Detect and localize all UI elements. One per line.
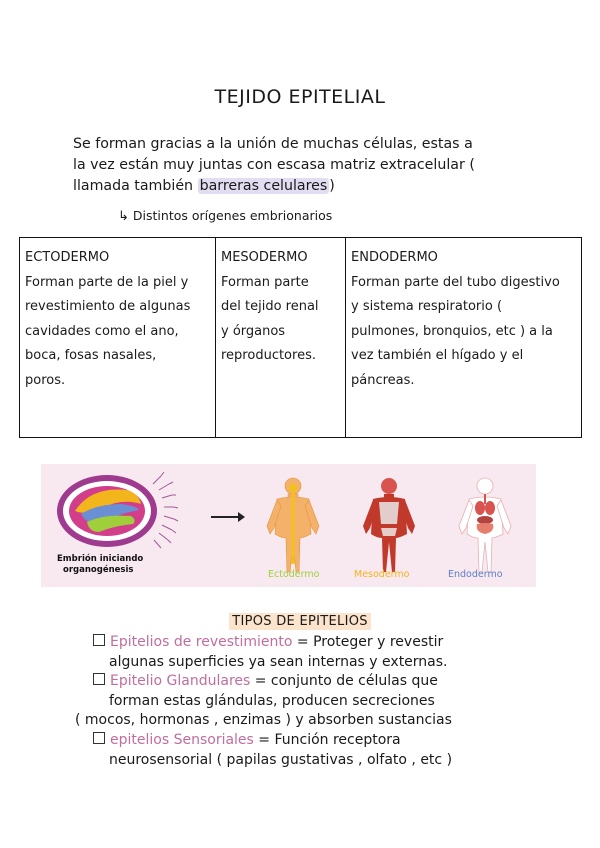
- mesoderm-body-figure: [363, 478, 415, 572]
- table-row: [20, 238, 582, 438]
- embryo-caption: Embrión iniciando: [57, 554, 144, 564]
- endoderm-body-figure: [459, 478, 511, 572]
- intro-text: llamada también: [73, 178, 198, 194]
- type-desc: = Proteger y revestir: [292, 634, 444, 650]
- embryo-caption: organogénesis: [63, 565, 134, 575]
- mesoderm-cell: [216, 238, 346, 438]
- list-item: [75, 672, 545, 731]
- mesoderm-title: MESODERMO: [221, 250, 308, 265]
- endoderm-title: ENDODERMO: [351, 250, 438, 265]
- list-line: ( mocos, hormonas , enzimas ) y absorben sustancias: [75, 712, 452, 729]
- origins-text: Distintos orígenes embrionarios: [132, 208, 333, 223]
- type-desc: = Función receptora: [253, 731, 401, 748]
- ectoderm-body-figure: [267, 478, 319, 572]
- list-item: [75, 731, 545, 770]
- down-right-arrow-icon: ↳: [118, 209, 129, 224]
- mesoderm-label: Mesodermo: [354, 569, 410, 580]
- germ-layers-table: [19, 237, 582, 438]
- table-text: vez también el hígado y el: [351, 348, 524, 363]
- intro-text: ): [329, 178, 335, 194]
- table-text: del tejido renal: [221, 299, 319, 314]
- table-text: y sistema respiratorio (: [351, 299, 503, 314]
- type-name: Epitelio Glandulares: [110, 673, 251, 690]
- table-text: Forman parte: [221, 274, 309, 290]
- table-text: y órganos: [221, 323, 286, 339]
- table-text: pulmones, bronquios, etc ) a la: [351, 323, 553, 339]
- list-line: [75, 672, 545, 692]
- epithelium-types-list: [75, 633, 545, 770]
- list-line: [75, 633, 545, 653]
- type-desc: = conjunto de células que: [250, 673, 438, 690]
- ectoderm-title: ECTODERMO: [25, 250, 110, 265]
- type-name: epitelios Sensoriales: [110, 731, 254, 748]
- origins-note: [118, 208, 332, 224]
- table-text: reproductores.: [221, 348, 316, 363]
- tipos-heading: TIPOS DE EPITELIOS: [229, 613, 371, 630]
- type-name: Epitelios de revestimiento: [110, 634, 293, 650]
- endoderm-label: Endodermo: [448, 569, 503, 580]
- intro-line: la vez están muy juntas con escasa matriz extracelular (: [73, 157, 475, 173]
- embryo-illustration: [57, 472, 178, 575]
- table-text: revestimiento de algunas: [25, 299, 191, 314]
- list-item: [75, 633, 545, 672]
- table-text: cavidades como el ano,: [25, 323, 179, 339]
- tipos-heading-wrap: [0, 610, 600, 629]
- checkbox-icon: [93, 634, 105, 646]
- germ-layers-figure: [41, 464, 536, 587]
- intro-line: Se forman gracias a la unión de muchas células, estas a: [73, 136, 473, 152]
- table-text: poros.: [25, 372, 66, 388]
- ectoderm-cell: [20, 238, 216, 438]
- right-arrow-icon: [211, 512, 245, 522]
- table-text: páncreas.: [351, 372, 415, 388]
- checkbox-icon: [93, 732, 105, 744]
- table-text: Forman parte del tubo digestivo: [351, 274, 560, 290]
- list-line: algunas superficies ya sean internas y externas.: [109, 653, 448, 670]
- table-text: boca, fosas nasales,: [25, 348, 157, 363]
- list-line: [75, 731, 545, 751]
- list-line: forman estas glándulas, producen secreciones: [109, 692, 435, 709]
- intro-line: [73, 176, 543, 197]
- list-line: neurosensorial ( papilas gustativas , olfato , etc ): [109, 751, 453, 768]
- highlighted-term: barreras celulares: [199, 178, 328, 194]
- intro-paragraph: [73, 134, 543, 197]
- table-text: Forman parte de la piel y: [25, 274, 189, 290]
- ectoderm-label: Ectodermo: [268, 569, 320, 580]
- checkbox-icon: [93, 673, 105, 685]
- endoderm-cell: [346, 238, 582, 438]
- page-title: TEJIDO EPITELIAL: [214, 86, 386, 108]
